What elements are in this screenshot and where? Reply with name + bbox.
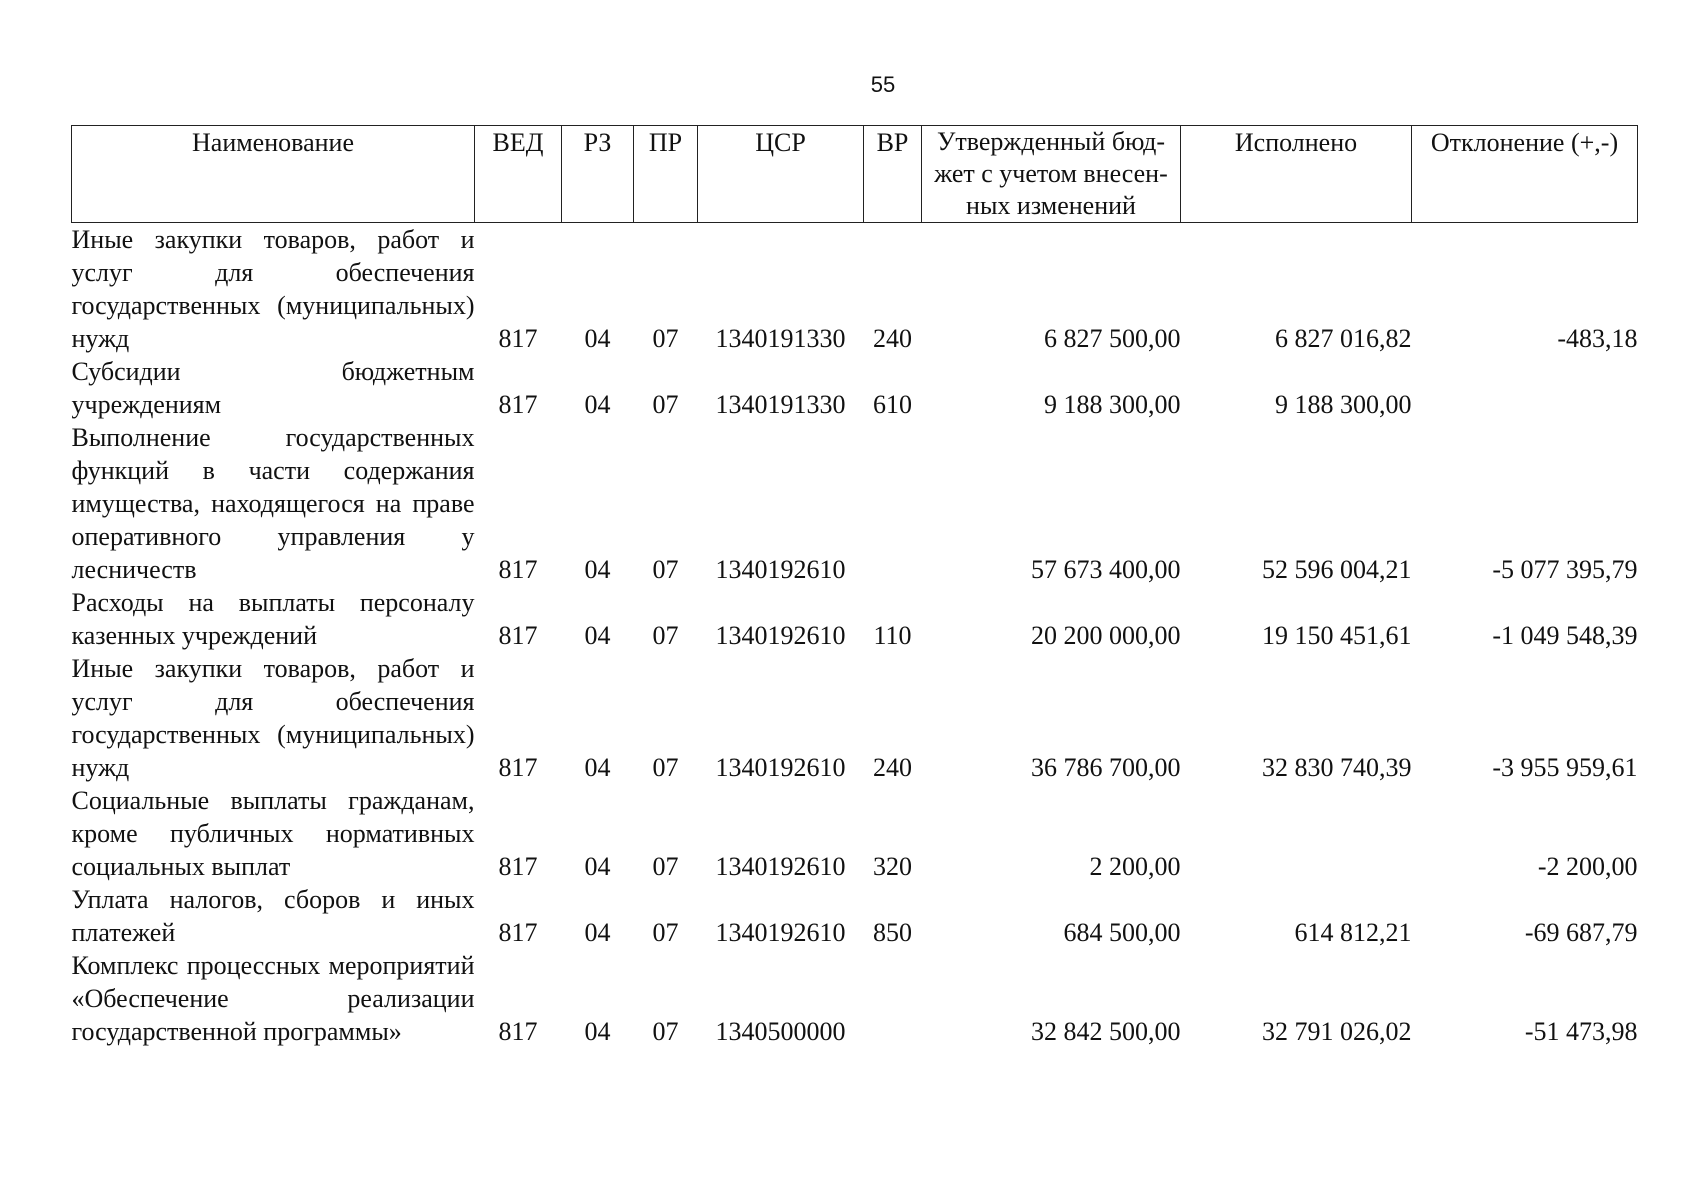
row-rz: 04 xyxy=(584,852,611,881)
header-deviation: Отклонение (+,-) xyxy=(1412,126,1638,223)
row-ved: 817 xyxy=(498,621,538,650)
row-executed: 52 596 004,21 xyxy=(1262,555,1412,584)
row-budget: 20 200 000,00 xyxy=(1031,621,1181,650)
header-vr: ВР xyxy=(864,126,922,223)
row-executed: 19 150 451,61 xyxy=(1262,621,1412,650)
row-rz: 04 xyxy=(584,753,611,782)
row-vr: 240 xyxy=(873,324,912,353)
row-budget: 6 827 500,00 xyxy=(1044,324,1181,353)
row-name: Социальные выплаты гражданам, кроме публичных нормативных социальных выплат xyxy=(71,786,475,881)
row-name: Комплекс процессных мероприятий «Обеспечение реализации государственной программы» xyxy=(71,951,475,1046)
page-number: 55 xyxy=(870,72,896,97)
row-ved: 817 xyxy=(498,390,538,419)
row-name: Иные закупки товаров, работ и услуг для обеспечения государственных (муниципальных) нужд xyxy=(71,654,475,782)
table-row xyxy=(72,223,1638,356)
table-row xyxy=(72,949,1638,1048)
row-pr: 07 xyxy=(652,324,679,353)
row-budget: 9 188 300,00 xyxy=(1044,390,1181,419)
row-vr: 240 xyxy=(873,753,912,782)
row-rz: 04 xyxy=(584,555,611,584)
row-pr: 07 xyxy=(652,1017,679,1046)
row-csr: 1340192610 xyxy=(715,918,846,947)
row-deviation xyxy=(1412,355,1638,421)
row-ved: 817 xyxy=(498,918,538,947)
row-csr: 1340192610 xyxy=(715,753,846,782)
row-csr: 1340192610 xyxy=(715,555,846,584)
row-deviation: -2 200,00 xyxy=(1537,852,1638,881)
row-pr: 07 xyxy=(652,852,679,881)
table-row xyxy=(72,784,1638,883)
row-executed: 32 791 026,02 xyxy=(1262,1017,1412,1046)
row-vr: 320 xyxy=(873,852,912,881)
row-ved: 817 xyxy=(498,324,538,353)
table-row xyxy=(72,586,1638,652)
row-csr: 1340191330 xyxy=(715,324,846,353)
row-rz: 04 xyxy=(584,918,611,947)
header-csr: ЦСР xyxy=(698,126,864,223)
row-pr: 07 xyxy=(652,390,679,419)
row-name: Расходы на выплаты персоналу казенных учреждений xyxy=(71,588,475,650)
header-executed: Исполнено xyxy=(1181,126,1412,223)
row-deviation: -3 955 959,61 xyxy=(1492,753,1638,782)
row-deviation: -1 049 548,39 xyxy=(1492,621,1638,650)
header-budget: Утвержденный бюд-жет с учетом внесен-ных изменений xyxy=(922,126,1181,223)
row-pr: 07 xyxy=(652,621,679,650)
row-pr: 07 xyxy=(652,918,679,947)
row-ved: 817 xyxy=(498,555,538,584)
row-rz: 04 xyxy=(584,390,611,419)
table-row xyxy=(72,355,1638,421)
row-ved: 817 xyxy=(498,852,538,881)
row-ved: 817 xyxy=(498,1017,538,1046)
row-vr xyxy=(864,421,922,586)
row-executed: 32 830 740,39 xyxy=(1262,753,1412,782)
table-row xyxy=(72,421,1638,586)
row-name: Иные закупки товаров, работ и услуг для обеспечения государственных (муниципальных) нужд xyxy=(71,225,475,353)
row-budget: 32 842 500,00 xyxy=(1031,1017,1181,1046)
table-row xyxy=(72,652,1638,784)
row-csr: 1340500000 xyxy=(715,1017,846,1046)
row-deviation: -483,18 xyxy=(1557,324,1638,353)
table-header xyxy=(72,126,1638,223)
row-rz: 04 xyxy=(584,1017,611,1046)
row-deviation: -69 687,79 xyxy=(1524,918,1638,947)
row-csr: 1340192610 xyxy=(715,852,846,881)
row-budget: 2 200,00 xyxy=(1089,852,1181,881)
header-ved: ВЕД xyxy=(475,126,562,223)
row-vr: 610 xyxy=(873,390,912,419)
row-csr: 1340191330 xyxy=(715,390,846,419)
row-csr: 1340192610 xyxy=(715,621,846,650)
header-name: Наименование xyxy=(72,126,475,223)
row-name: Субсидии бюджетным учреждениям xyxy=(71,357,475,419)
row-name: Выполнение государственных функций в части содержания имущества, находящегося на праве оперативного управления у лесничеств xyxy=(71,423,475,584)
row-pr: 07 xyxy=(652,753,679,782)
row-budget: 57 673 400,00 xyxy=(1031,555,1181,584)
row-pr: 07 xyxy=(652,555,679,584)
row-name: Уплата налогов, сборов и иных платежей xyxy=(71,885,475,947)
row-budget: 36 786 700,00 xyxy=(1031,753,1181,782)
row-rz: 04 xyxy=(584,621,611,650)
row-deviation: -5 077 395,79 xyxy=(1492,555,1638,584)
row-executed: 9 188 300,00 xyxy=(1275,390,1412,419)
row-vr: 850 xyxy=(873,918,912,947)
row-executed: 6 827 016,82 xyxy=(1275,324,1412,353)
header-pr: ПР xyxy=(634,126,698,223)
row-vr xyxy=(864,949,922,1048)
table-body xyxy=(72,223,1638,1049)
row-rz: 04 xyxy=(584,324,611,353)
row-vr: 110 xyxy=(873,621,912,650)
row-budget: 684 500,00 xyxy=(1063,918,1181,947)
row-deviation: -51 473,98 xyxy=(1524,1017,1638,1046)
header-row xyxy=(72,126,1638,223)
header-rz: РЗ xyxy=(562,126,634,223)
row-executed: 614 812,21 xyxy=(1294,918,1412,947)
row-ved: 817 xyxy=(498,753,538,782)
table-row xyxy=(72,883,1638,949)
budget-execution-table xyxy=(71,125,1638,1048)
row-executed xyxy=(1181,784,1412,883)
